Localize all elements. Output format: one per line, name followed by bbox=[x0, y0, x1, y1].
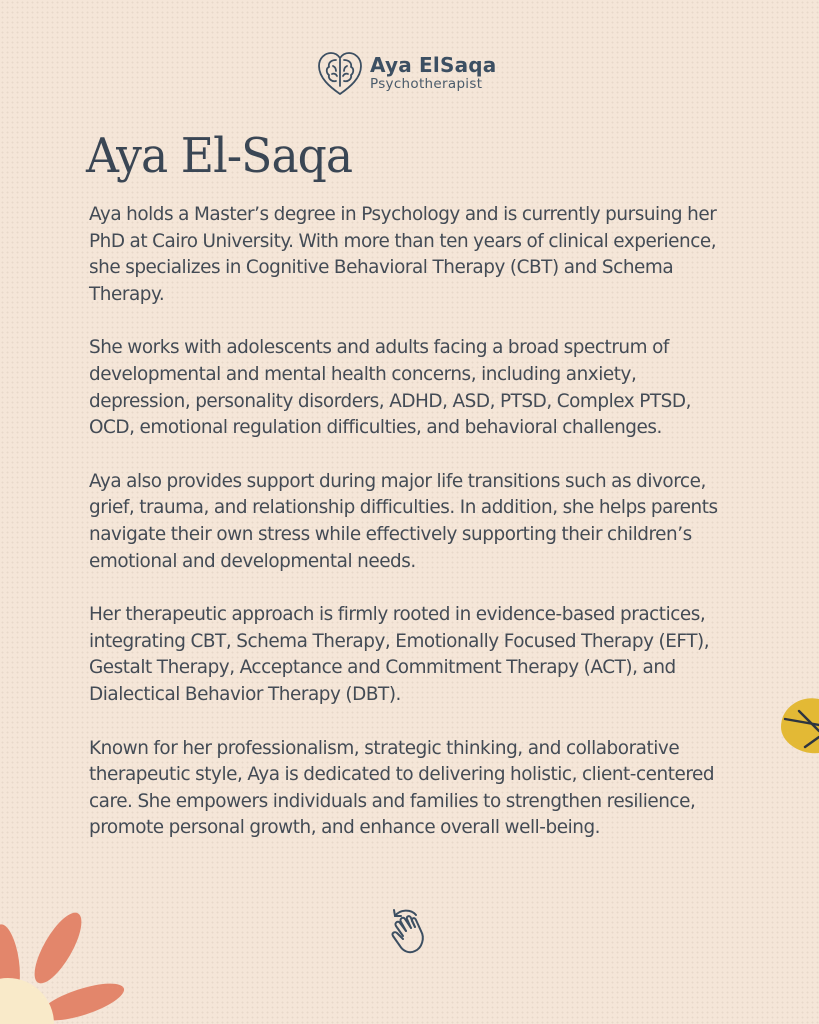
bio-paragraph-education: Aya holds a Master’s degree in Psychology and is currently pursuing her PhD at Cairo University. With more than ten years of clinical experience, she specializes in Cognitive Behavioral Therapy (CBT) and Schema Therapy. bbox=[89, 204, 717, 305]
flower-decoration bbox=[0, 912, 125, 1024]
bio-paragraph-style: Known for her professionalism, strategic thinking, and collaborative therapeutic style, Aya is dedicated to delivering holistic, client-centered care. She empowers individuals and families to strengthen resilience, promote personal growth, and enhance overall well-being. bbox=[89, 737, 715, 839]
bio-paragraph-clients: She works with adolescents and adults facing a broad spectrum of developmental and mental health concerns, including anxiety, depression, personality disorders, ADHD, ASD, PTSD, Complex PTSD, OCD, emotional regulation difficulties, and behavioral challenges. bbox=[89, 337, 691, 439]
brand-header bbox=[316, 50, 497, 96]
brain-heart-icon bbox=[316, 50, 364, 96]
bio-paragraph-approach: Her therapeutic approach is firmly rooted in evidence-based practices, integrating CBT, Schema Therapy, Emotionally Focused Therapy (EFT), Gestalt Therapy, Acceptance and Commitment Therapy (ACT), and Dialectical Behavior Therapy (DBT). bbox=[89, 604, 710, 705]
brand-text bbox=[370, 52, 497, 92]
brand-role: Psychotherapist bbox=[370, 75, 483, 92]
bio-paragraph-support: Aya also provides support during major life transitions such as divorce, grief, trauma, and relationship difficulties. In addition, she helps parents navigate their own stress while effectively supporting their children’s emotional and developmental needs. bbox=[89, 470, 718, 572]
bio-text bbox=[89, 202, 739, 869]
page-title: Aya El-Saqa bbox=[86, 128, 353, 184]
brand-name: Aya ElSaqa bbox=[370, 52, 497, 77]
swipe-hand-icon bbox=[384, 906, 436, 958]
leaf-decoration bbox=[777, 695, 819, 757]
